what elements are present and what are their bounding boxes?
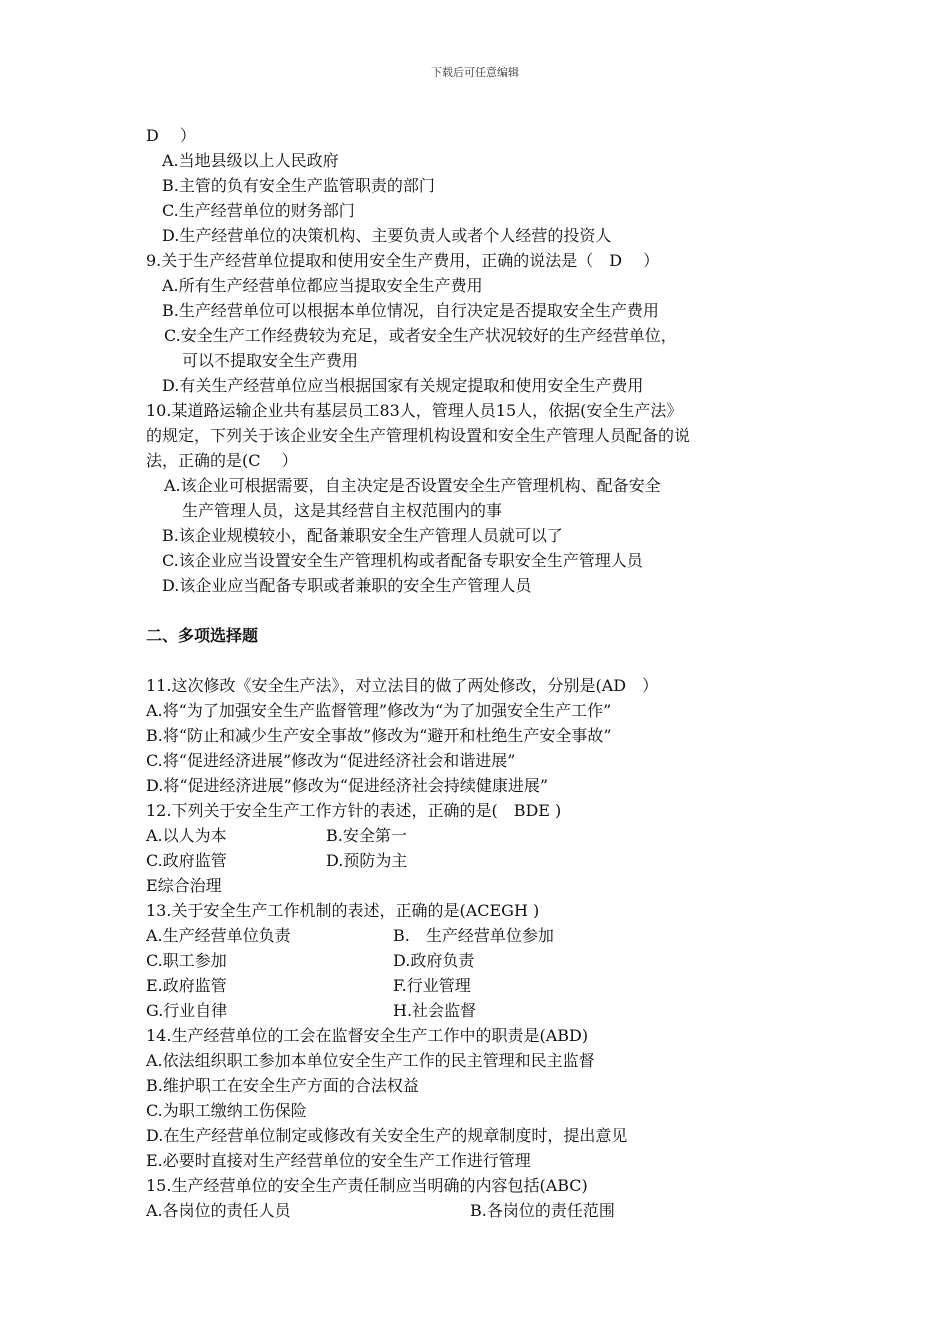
q11-stem: 11.这次修改《安全生产法》，对立法目的做了两处修改，分别是(AD ） <box>146 676 659 695</box>
q11-option-d: D.将“促进经济进展”修改为“促进经济社会持续健康进展” <box>146 776 549 795</box>
q14-option-d: D.在生产经营单位制定或修改有关安全生产的规章制度时，提出意见 <box>146 1126 628 1145</box>
q10-stem-3: 法，正确的是(C ） <box>146 451 298 470</box>
q8-option-c: C.生产经营单位的财务部门 <box>162 201 355 220</box>
q13-option-a: A.生产经营单位负责 <box>146 926 291 945</box>
q13-stem: 13.关于安全生产工作机制的表述，正确的是(ACEGH ) <box>146 901 540 920</box>
q12-option-c: C.政府监管 <box>146 851 227 870</box>
q9-option-b: B.生产经营单位可以根据本单位情况，自行决定是否提取安全生产费用 <box>162 301 659 320</box>
q10-stem-1: 10.某道路运输企业共有基层员工83人，管理人员15人，依据(安全生产法》 <box>146 401 683 420</box>
page-header: 下载后可任意编辑 <box>431 66 519 79</box>
q9-option-a: A.所有生产经营单位都应当提取安全生产费用 <box>162 276 483 295</box>
q11-option-c: C.将“促进经济进展”修改为“促进经济社会和谐进展” <box>146 751 516 770</box>
q8-option-b: B.主管的负有安全生产监管职责的部门 <box>162 176 435 195</box>
q12-option-d: D.预防为主 <box>326 851 408 870</box>
q13-option-f: F.行业管理 <box>393 976 471 995</box>
section-title: 二、多项选择题 <box>146 626 259 645</box>
q9-stem: 9.关于生产经营单位提取和使用安全生产费用，正确的说法是（ D ） <box>146 251 660 270</box>
q15-option-b: B.各岗位的责任范围 <box>470 1201 615 1220</box>
q13-option-c: C.职工参加 <box>146 951 227 970</box>
q9-option-c: C.安全生产工作经费较为充足，或者安全生产状况较好的生产经营单位， <box>164 326 677 345</box>
q12-option-b: B.安全第一 <box>326 826 407 845</box>
q14-option-e: E.必要时直接对生产经营单位的安全生产工作进行管理 <box>146 1151 531 1170</box>
q8-option-d: D.生产经营单位的决策机构、主要负责人或者个人经营的投资人 <box>162 226 612 245</box>
q15-option-a: A.各岗位的责任人员 <box>146 1201 291 1220</box>
q14-option-a: A.依法组织职工参加本单位安全生产工作的民主管理和民主监督 <box>146 1051 595 1070</box>
q14-option-c: C.为职工缴纳工伤保险 <box>146 1101 307 1120</box>
q11-option-a: A.将“为了加强安全生产监督管理”修改为“为了加强安全生产工作” <box>146 701 612 720</box>
q14-stem: 14.生产经营单位的工会在监督安全生产工作中的职责是(ABD) <box>146 1026 589 1045</box>
q13-option-d: D.政府负责 <box>393 951 475 970</box>
q10-option-b: B.该企业规模较小，配备兼职安全生产管理人员就可以了 <box>162 526 563 545</box>
q8-answer-line: D ） <box>146 126 196 145</box>
q9-option-c-cont: 可以不提取安全生产费用 <box>182 351 359 370</box>
q11-option-b: B.将“防止和减少生产安全事故”修改为“避开和杜绝生产安全事故” <box>146 726 612 745</box>
q10-option-a: A.该企业可根据需要，自主决定是否设置安全生产管理机构、配备安全 <box>164 476 661 495</box>
q12-option-a: A.以人为本 <box>146 826 227 845</box>
q13-option-g: G.行业自律 <box>146 1001 228 1020</box>
q13-option-b: B. 生产经营单位参加 <box>393 926 554 945</box>
q10-option-d: D.该企业应当配备专职或者兼职的安全生产管理人员 <box>162 576 532 595</box>
q12-option-e: E综合治理 <box>146 876 222 895</box>
q13-option-e: E.政府监管 <box>146 976 227 995</box>
q10-option-c: C.该企业应当设置安全生产管理机构或者配备专职安全生产管理人员 <box>162 551 643 570</box>
q14-option-b: B.维护职工在安全生产方面的合法权益 <box>146 1076 419 1095</box>
q10-stem-2: 的规定，下列关于该企业安全生产管理机构设置和安全生产管理人员配备的说 <box>146 426 691 445</box>
q15-stem: 15.生产经营单位的安全生产责任制应当明确的内容包括(ABC) <box>146 1176 588 1195</box>
q9-option-d: D.有关生产经营单位应当根据国家有关规定提取和使用安全生产费用 <box>162 376 644 395</box>
q12-stem: 12.下列关于安全生产工作方针的表述，正确的是( BDE ) <box>146 801 562 820</box>
q13-option-h: H.社会监督 <box>393 1001 477 1020</box>
q10-option-a-cont: 生产管理人员，这是其经营自主权范围内的事 <box>182 501 503 520</box>
q8-option-a: A.当地县级以上人民政府 <box>162 151 339 170</box>
